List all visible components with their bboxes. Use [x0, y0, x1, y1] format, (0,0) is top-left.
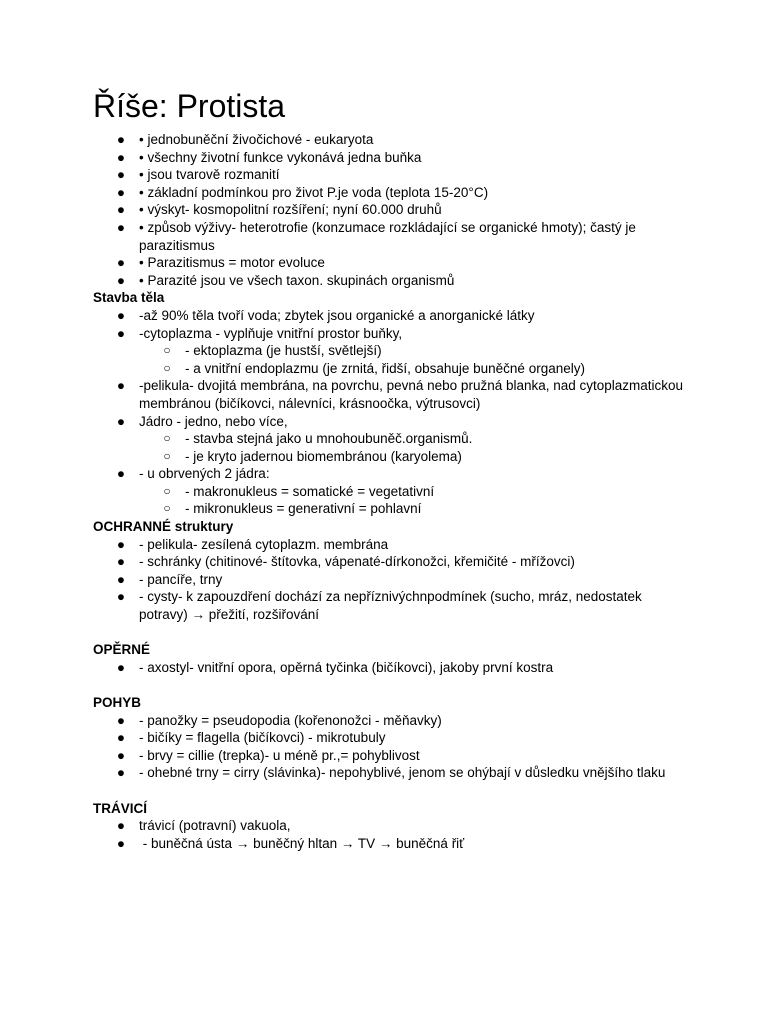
bullet-icon: ● [116, 571, 126, 587]
operne-list [93, 659, 693, 677]
intro-list [93, 131, 693, 289]
sub-bullet-icon: ○ [163, 483, 171, 498]
bullet-icon: ● [116, 325, 126, 341]
bullet-icon: ● [116, 413, 126, 429]
page-title: Říše: Protista [93, 88, 286, 124]
bullet-icon: ● [116, 149, 126, 165]
sub-bullet-icon: ○ [163, 360, 171, 375]
bullet-icon: ● [116, 730, 126, 746]
bullet-icon: ● [116, 167, 126, 183]
list-item: ● -cytoplazma - vyplňuje vnitřní prostor buňky, [116, 325, 403, 341]
bullet-icon: ● [116, 378, 126, 394]
list-item: ● • výskyt- kosmopolitní rozšíření; nyní 60.000 druhů [116, 202, 442, 218]
section-heading-stavba: Stavba těla [93, 290, 165, 306]
bullet-icon: ● [116, 659, 126, 675]
list-item: ● - brvy = cillie (trepka)- u méně pr.,= pohyblivost [116, 747, 420, 763]
list-item: ● -pelikula- dvojitá membrána, na povrchu, pevná nebo pružná blanka, nad cytoplazmatickou membránou (bičíkovci, nálevníci, krásnoočka, výtrusovci) [116, 378, 684, 411]
bullet-icon: ● [116, 536, 126, 552]
list-item: ● - pelikula- zesílená cytoplazm. membrána [116, 536, 389, 552]
bullet-icon: ● [116, 255, 126, 271]
pohyb-list [93, 712, 693, 782]
list-item: ● - schránky (chitinové- štítovka, vápenaté-dírkonožci, křemičité - mřížovci) [116, 554, 575, 570]
list-item: ● - ohebné trny = cirry (slávinka)- nepohyblivé, jenom se ohýbají v důsledku vnějšího tlaku [116, 765, 666, 781]
bullet-icon: ● [116, 835, 126, 851]
list-item: ● -až 90% těla tvoří voda; zbytek jsou organické a anorganické látky [116, 307, 535, 323]
list-item: ● trávicí (potravní) vakuola, [116, 818, 291, 834]
list-item: ● Jádro - jedno, nebo více, [116, 413, 288, 429]
sub-bullet-icon: ○ [163, 501, 171, 516]
sub-bullet-icon: ○ [163, 431, 171, 446]
bullet-icon: ● [116, 307, 126, 323]
bullet-icon: ● [116, 272, 126, 288]
list-item: ● • Parazitismus = motor evoluce [116, 255, 325, 271]
bullet-icon: ● [116, 132, 126, 147]
bullet-icon: ● [116, 202, 126, 218]
section-heading-travici: TRÁVICÍ [93, 800, 147, 816]
section-heading-operne: OPĚRNÉ [93, 642, 151, 658]
sub-list-item: ○ - je kryto jadernou biomembránou (karyolema) [93, 448, 693, 466]
stavba-list [93, 307, 693, 518]
list-item: ● • způsob výživy- heterotrofie (konzumace rozkládající se organické hmoty); častý je parazitismus [116, 219, 636, 253]
sub-list-item: ○ - mikronukleus = generativní = pohlavní [93, 500, 693, 518]
sub-bullet-icon: ○ [163, 343, 171, 358]
list-item: ● • Parazité jsou ve všech taxon. skupinách organismů [116, 272, 455, 288]
blank-line [93, 782, 693, 800]
list-item: ● • všechny životní funkce vykonává jedna buňka [116, 149, 422, 165]
sub-bullet-icon: ○ [163, 448, 171, 463]
ochranne-list [93, 536, 693, 624]
bullet-icon: ● [116, 818, 126, 834]
sub-list-item: ○ - makronukleus = somatické = vegetativní [93, 483, 693, 501]
section-heading-ochranne: OCHRANNÉ struktury [93, 519, 234, 535]
list-item: ● - axostyl- vnitřní opora, opěrná tyčinka (bičíkovci), jakoby první kostra [116, 659, 554, 675]
bullet-icon: ● [116, 184, 126, 200]
list-item: ● - panožky = pseudopodia (kořenonožci - měňavky) [116, 712, 442, 728]
travici-list [93, 817, 693, 852]
list-item: ● - cysty- k zapouzdření dochází za nepříznivýchnpodmínek (sucho, mráz, nedostatek potravy) → přežití, rozšiřování [116, 589, 642, 623]
list-item: ● • základní podmínkou pro život P.je voda (teplota 15-20°C) [116, 184, 489, 200]
sub-list-item: ○ - a vnitřní endoplazmu (je zrnitá, řidší, obsahuje buněčné organely) [93, 360, 693, 378]
section-heading-pohyb: POHYB [93, 695, 142, 710]
sub-list-item: ○ - ektoplazma (je hustší, světlejší) [93, 342, 693, 360]
blank-line [93, 676, 693, 694]
list-item: ● - bičíky = flagella (bičíkovci) - mikrotubuly [116, 730, 386, 746]
bullet-icon: ● [116, 747, 126, 763]
bullet-icon: ● [116, 589, 126, 605]
list-item: ● • jsou tvarově rozmanití [116, 167, 280, 183]
document-body [93, 131, 693, 852]
list-item: ● - u obrvených 2 jádra: [116, 466, 270, 482]
bullet-icon: ● [116, 554, 126, 570]
bullet-icon: ● [116, 765, 126, 781]
sub-list-item: ○ - stavba stejná jako u mnohoubuněč.organismů. [93, 430, 693, 448]
bullet-icon: ● [116, 712, 126, 728]
bullet-icon: ● [116, 219, 126, 235]
list-item: ● - pancíře, trny [116, 571, 223, 587]
list-item: ● • jednobuněční živočichové - eukaryota [116, 132, 374, 147]
list-item: ● - buněčná ústa → buněčný hltan → TV → buněčná řiť [116, 835, 465, 851]
bullet-icon: ● [116, 466, 126, 482]
blank-line [93, 624, 693, 642]
